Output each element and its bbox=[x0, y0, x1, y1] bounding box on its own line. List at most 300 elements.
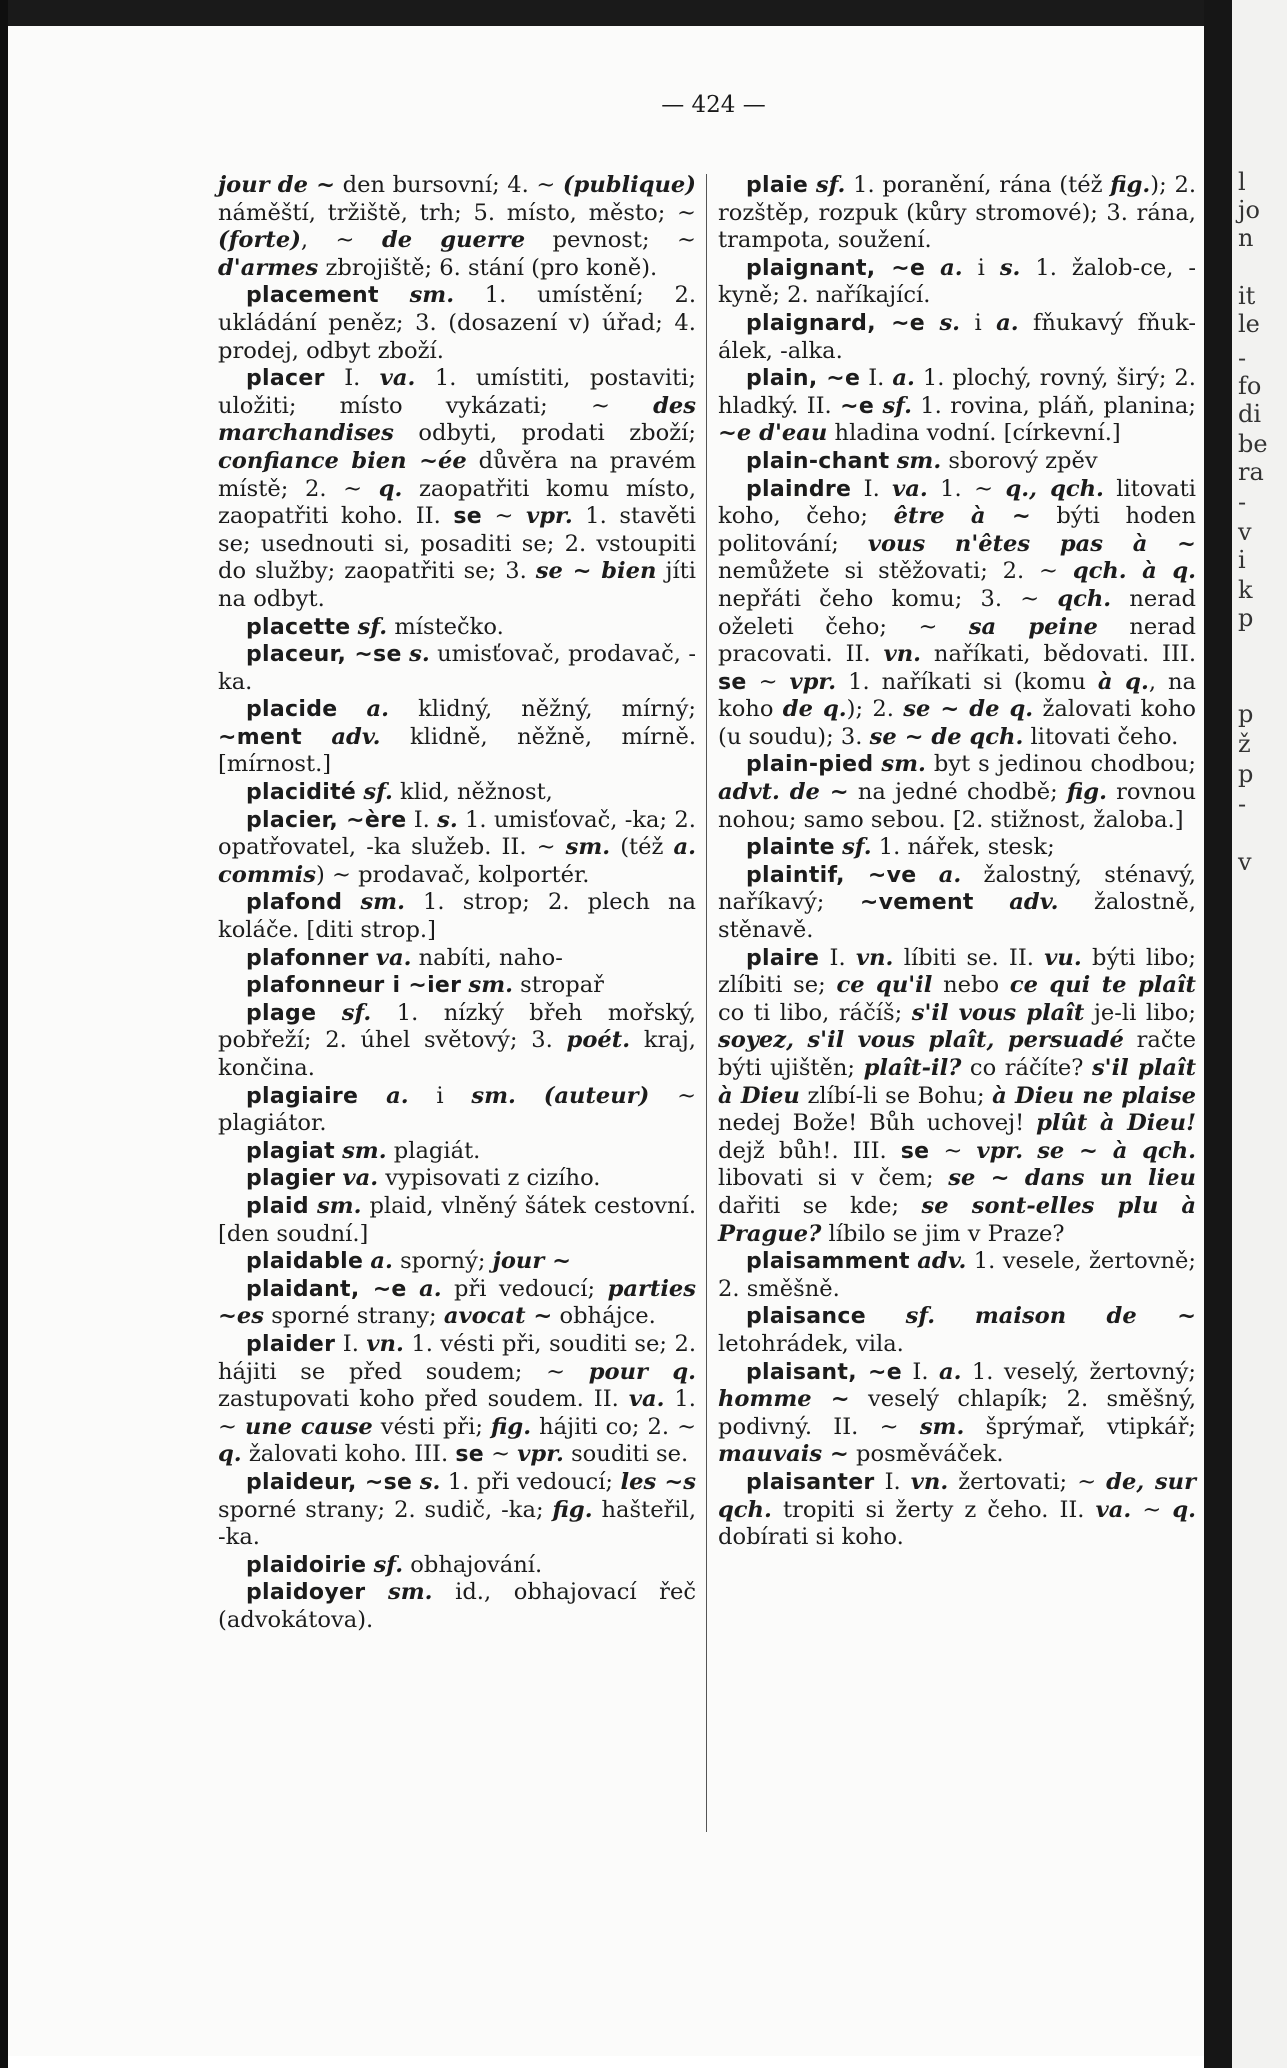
entry-text: při vedoucí; bbox=[441, 1275, 608, 1302]
entry-text: nepřáti čeho komu; 3. ~ bbox=[718, 585, 1058, 612]
dictionary-entry bbox=[718, 945, 1196, 1249]
entry-text: co ráčíte? bbox=[961, 1055, 1092, 1081]
italic-gloss: s. bbox=[939, 309, 961, 336]
italic-gloss: (publique) bbox=[562, 172, 696, 198]
dictionary-entry bbox=[718, 1248, 1196, 1303]
entry-text: nemůžete si stěžovati; 2. ~ bbox=[718, 558, 1073, 585]
entry-text: ~ bbox=[1131, 1496, 1173, 1523]
italic-gloss: fig. bbox=[490, 1413, 532, 1440]
entry-text: dobírati si koho. bbox=[718, 1524, 904, 1551]
next-page-fragment: p bbox=[1238, 760, 1254, 788]
next-page-fragment: l bbox=[1238, 168, 1246, 196]
entry-text: tropiti si žerty z čeho. II. bbox=[771, 1496, 1096, 1523]
italic-gloss: à q. bbox=[1097, 668, 1149, 695]
italic-gloss: s'il plaît à Dieu bbox=[718, 1055, 1197, 1109]
italic-gloss: se ~ bien bbox=[535, 558, 657, 585]
entry-text: vypisovati z cizího. bbox=[378, 1165, 601, 1192]
next-page-fragment: - bbox=[1238, 790, 1247, 818]
italic-gloss: va. bbox=[628, 1386, 665, 1413]
entry-text: i bbox=[408, 1082, 472, 1109]
entry-text bbox=[974, 889, 1010, 915]
italic-gloss: a. bbox=[419, 1275, 442, 1302]
italic-gloss: sf. bbox=[882, 392, 912, 419]
italic-gloss: sm. bbox=[387, 1579, 433, 1606]
entry-text bbox=[916, 862, 938, 888]
entry-text bbox=[350, 614, 357, 640]
entry-text: 1. strop; 2. plech na koláče. [diti strop.] bbox=[218, 889, 696, 944]
entry-text: býti hoden politování; bbox=[718, 503, 1196, 557]
dictionary-entry bbox=[218, 1276, 696, 1331]
entry-text: 1. umístění; 2. ukládání peněz; 3. (dosazení v) úřad; 4. prodej, odbyt zboží. bbox=[218, 282, 696, 364]
italic-gloss: a. bbox=[386, 1082, 409, 1109]
headword: placidité bbox=[246, 780, 357, 806]
headword: plagiat bbox=[246, 1138, 335, 1164]
entry-text bbox=[365, 1579, 388, 1605]
entry-text: I. bbox=[902, 1358, 939, 1385]
entry-text: litovati koho, čeho; bbox=[718, 475, 1196, 530]
entry-text bbox=[890, 448, 897, 474]
next-page-fragment: v bbox=[1238, 848, 1252, 876]
italic-gloss: homme ~ bbox=[718, 1386, 850, 1413]
italic-gloss: (forte) bbox=[218, 227, 301, 254]
headword: plaid bbox=[246, 1193, 309, 1219]
headword: plaisanter bbox=[746, 1469, 875, 1495]
italic-gloss: vn. bbox=[910, 1468, 949, 1495]
entry-text: zastupovati koho před soudem. II. bbox=[218, 1386, 629, 1413]
entry-text bbox=[342, 889, 360, 915]
italic-gloss: vn. bbox=[855, 944, 894, 971]
headword: plaisant, ~e bbox=[746, 1359, 902, 1385]
entry-text: ); 2. rozštěp, rozpuk (kůry stromové); 3. rána, trampota, soužení. bbox=[718, 172, 1197, 254]
headword: plaindre bbox=[746, 476, 852, 502]
italic-gloss: ce qui te plaît bbox=[1009, 972, 1196, 999]
headword: placeur, ~se bbox=[246, 642, 402, 668]
entry-text: sporné strany; 2. sudič, -ka; bbox=[218, 1496, 553, 1523]
next-page-fragment: jo bbox=[1238, 196, 1260, 224]
italic-gloss: va. bbox=[892, 475, 928, 502]
dictionary-entry bbox=[718, 310, 1196, 365]
entry-text: kraj, končina. bbox=[218, 1027, 696, 1081]
italic-gloss: adv. bbox=[917, 1248, 967, 1275]
entry-text: pevnost; ~ bbox=[525, 227, 696, 254]
dictionary-entry bbox=[218, 1579, 696, 1634]
dictionary-entry bbox=[218, 889, 696, 944]
headword: plaidoirie bbox=[246, 1552, 367, 1578]
headword: plaignant, ~e bbox=[746, 255, 926, 281]
italic-gloss: qch. à q. bbox=[1072, 558, 1196, 585]
italic-gloss: sm. bbox=[409, 282, 455, 309]
entry-text: den bursovní; 4. ~ bbox=[335, 172, 563, 198]
entry-text: líbilo se jim v Praze? bbox=[821, 1220, 1065, 1247]
dictionary-entry bbox=[218, 779, 696, 807]
italic-gloss: q., qch. bbox=[1005, 475, 1104, 502]
entry-text: nerad oželeti čeho; ~ bbox=[718, 585, 1197, 640]
entry-text: šprýmař, vtipkář; bbox=[964, 1413, 1196, 1440]
entry-text: račte býti ujištěn; bbox=[718, 1027, 1196, 1081]
entry-text: litovati čeho. bbox=[1023, 723, 1179, 750]
headword: placement bbox=[246, 283, 379, 309]
next-page-fragment: le bbox=[1238, 310, 1260, 338]
italic-gloss: adv. bbox=[331, 723, 381, 750]
headword: se bbox=[455, 1442, 484, 1468]
entry-text: důvěra na pravém místě; 2. ~ bbox=[218, 447, 697, 502]
dictionary-entry bbox=[218, 1000, 696, 1083]
italic-gloss: mauvais ~ bbox=[718, 1441, 849, 1468]
italic-gloss: vpr. bbox=[517, 1441, 564, 1468]
italic-gloss: une cause bbox=[244, 1413, 373, 1440]
italic-gloss: sm. bbox=[565, 834, 611, 861]
italic-gloss: a. bbox=[892, 365, 915, 392]
entry-text: ~ plagiátor. bbox=[218, 1082, 696, 1137]
headword: plain-pied bbox=[746, 752, 874, 778]
headword: plage bbox=[246, 1000, 317, 1026]
italic-gloss: plût à Dieu! bbox=[1036, 1110, 1197, 1137]
italic-gloss: poét. bbox=[566, 1027, 631, 1054]
entry-text: 1. stavěti se; usednouti si, posaditi se; 2. vstoupiti do služby; zaopatřiti se; 3. bbox=[218, 503, 697, 585]
entry-text: žalostný, sténavý, naříkavý; bbox=[718, 861, 1196, 916]
entry-text: ~ bbox=[483, 1441, 518, 1468]
entry-text: 1. veselý, žertovný; bbox=[961, 1358, 1196, 1385]
entry-text: 1. rovina, pláň, planina; bbox=[911, 392, 1196, 419]
entry-text: líbiti se. II. bbox=[893, 944, 1045, 971]
entry-text: 1. při vedoucí; bbox=[440, 1468, 621, 1495]
entry-text: rovnou nohou; samo sebou. [2. stižnost, žaloba.] bbox=[718, 779, 1196, 833]
dictionary-entry bbox=[718, 751, 1196, 834]
italic-gloss: sf. bbox=[357, 613, 388, 640]
italic-gloss: sm. bbox=[468, 972, 513, 999]
entry-text: 1. naříkati si (komu bbox=[836, 668, 1098, 695]
entry-text bbox=[925, 310, 939, 336]
entry-text: dejž bůh!. III. bbox=[718, 1137, 901, 1164]
entry-text bbox=[369, 945, 376, 971]
italic-gloss: se ~ à qch. bbox=[1037, 1137, 1196, 1164]
entry-text: I. bbox=[819, 944, 856, 971]
entry-text bbox=[516, 1083, 544, 1109]
entry-text: náměští, tržiště, trh; 5. místo, město; ~ bbox=[218, 199, 696, 226]
headword: plain-chant bbox=[746, 448, 890, 474]
headword: plaideur, ~se bbox=[246, 1469, 413, 1495]
entry-text: plaid, vlněný šátek cestovní. [den soudní.] bbox=[218, 1192, 696, 1247]
right-column bbox=[718, 172, 1196, 1552]
italic-gloss: sm. bbox=[316, 1192, 362, 1219]
dictionary-entry bbox=[718, 172, 1196, 255]
italic-gloss: va. bbox=[1095, 1496, 1132, 1523]
italic-gloss: maison de ~ bbox=[974, 1303, 1197, 1330]
italic-gloss: se ~ de qch. bbox=[869, 723, 1024, 750]
italic-gloss: a. bbox=[370, 1248, 393, 1275]
italic-gloss: s. bbox=[437, 806, 458, 833]
entry-text: obhájce. bbox=[552, 1303, 656, 1330]
entry-text bbox=[835, 834, 842, 860]
next-page-fragment: di bbox=[1238, 400, 1262, 428]
entry-text: hladina vodní. [církevní.] bbox=[827, 420, 1121, 447]
italic-gloss: sf. bbox=[363, 779, 393, 806]
italic-gloss: a. bbox=[996, 309, 1019, 336]
entry-text: id., obhajovací řeč (advokátova). bbox=[218, 1579, 697, 1633]
entry-text: veselý chlapík; 2. směšný, podivný. II. ~ bbox=[718, 1386, 1197, 1440]
entry-text bbox=[407, 1276, 419, 1302]
dictionary-entry bbox=[718, 1303, 1196, 1358]
entry-text: býti libo; zlíbiti se; bbox=[718, 944, 1196, 999]
italic-gloss: se sont-elles plu à Prague? bbox=[718, 1192, 1196, 1247]
entry-text: nerad pracovati. II. bbox=[718, 613, 1196, 668]
dictionary-entry bbox=[218, 1248, 696, 1276]
dictionary-entry bbox=[718, 1359, 1196, 1469]
headword: se bbox=[718, 669, 747, 695]
next-page-fragment: it bbox=[1238, 282, 1256, 310]
entry-text: plagiát. bbox=[386, 1137, 481, 1164]
entry-text: 1. poranění, rána (též bbox=[845, 172, 1111, 198]
entry-text: sborový zpěv bbox=[941, 447, 1098, 474]
entry-text: 1. vesele, žertovně; 2. směšně. bbox=[718, 1248, 1196, 1302]
italic-gloss: vn. bbox=[366, 1330, 404, 1357]
next-page-edge bbox=[1232, 0, 1287, 2068]
entry-text: sporný; bbox=[392, 1248, 493, 1275]
italic-gloss: jour de ~ bbox=[218, 172, 336, 198]
headword: plafond bbox=[246, 890, 343, 916]
entry-text: byt s jedinou chodbou; bbox=[925, 751, 1196, 778]
dictionary-entry bbox=[718, 365, 1196, 448]
headword: plaignard, ~e bbox=[746, 310, 926, 336]
dictionary-entry bbox=[218, 614, 696, 642]
dictionary-entry bbox=[218, 696, 696, 779]
entry-text: žertovati; ~ bbox=[948, 1468, 1107, 1495]
headword: ~vement bbox=[859, 890, 974, 916]
headword: plagiaire bbox=[246, 1083, 359, 1109]
italic-gloss: ~e d'eau bbox=[718, 420, 828, 447]
dictionary-entry bbox=[718, 448, 1196, 476]
italic-gloss: fig. bbox=[552, 1496, 593, 1523]
italic-gloss: s. bbox=[999, 254, 1021, 281]
entry-text: I. bbox=[851, 475, 893, 502]
headword: plaidable bbox=[246, 1249, 364, 1275]
entry-text: 1. vésti při, souditi se; 2. hájiti se před soudem; ~ bbox=[218, 1330, 696, 1385]
dictionary-entry bbox=[218, 1331, 696, 1469]
entry-text: I. bbox=[406, 806, 438, 833]
italic-gloss: jour ~ bbox=[492, 1248, 572, 1275]
dictionary-entry bbox=[218, 172, 696, 282]
italic-gloss: avocat ~ bbox=[443, 1303, 553, 1330]
entry-text: I. bbox=[324, 365, 380, 392]
italic-gloss: sm. bbox=[881, 751, 926, 778]
italic-gloss: fig. bbox=[1066, 779, 1107, 806]
entry-text: stropař bbox=[512, 972, 604, 999]
headword: placer bbox=[246, 366, 325, 392]
italic-gloss: a. bbox=[938, 861, 962, 888]
italic-gloss: a. bbox=[940, 254, 963, 281]
headword: placide bbox=[246, 697, 338, 723]
italic-gloss: sm. bbox=[360, 889, 405, 916]
headword: plaider bbox=[246, 1331, 336, 1357]
entry-text bbox=[925, 255, 940, 281]
next-page-fragment: k bbox=[1238, 576, 1253, 604]
italic-gloss: de, sur qch. bbox=[718, 1468, 1196, 1523]
italic-gloss: va. bbox=[379, 365, 416, 392]
entry-text bbox=[316, 1000, 341, 1026]
entry-text bbox=[335, 1138, 342, 1164]
entry-text: hájiti co; 2. ~ bbox=[531, 1413, 697, 1440]
headword: placier, ~ère bbox=[246, 807, 407, 833]
entry-text: hašteřil, -ka. bbox=[218, 1496, 696, 1551]
headword: plaie bbox=[746, 173, 809, 198]
entry-text: nedej Bože! Bůh uchovej! bbox=[718, 1110, 1037, 1137]
italic-gloss: se ~ de q. bbox=[903, 696, 1034, 723]
italic-gloss: sf. bbox=[341, 999, 372, 1026]
dictionary-entry bbox=[718, 476, 1196, 752]
entry-text bbox=[866, 1303, 906, 1329]
entry-text bbox=[302, 724, 331, 750]
entry-text: sporné strany; bbox=[264, 1303, 444, 1330]
italic-gloss: sm. bbox=[919, 1413, 965, 1440]
italic-gloss: advt. de ~ bbox=[718, 779, 849, 806]
scan-top-edge bbox=[0, 0, 1287, 26]
italic-gloss: s. bbox=[409, 641, 430, 668]
entry-text: žalostně, stěnavě. bbox=[718, 889, 1196, 944]
italic-gloss: sm. bbox=[471, 1082, 516, 1109]
italic-gloss: s'il vous plaît bbox=[911, 999, 1085, 1026]
entry-text: zbrojiště; 6. stání (pro koně). bbox=[318, 254, 658, 281]
headword: plain, ~e bbox=[746, 366, 861, 392]
entry-text: fňukavý fňuk-álek, -alka. bbox=[718, 309, 1196, 364]
entry-text bbox=[358, 1083, 386, 1109]
entry-text: klid, něžnost, bbox=[392, 779, 553, 806]
entry-text bbox=[309, 1193, 317, 1219]
italic-gloss: s. bbox=[419, 1468, 441, 1495]
entry-text: žalovati koho. III. bbox=[241, 1441, 456, 1468]
italic-gloss: q. bbox=[1172, 1496, 1197, 1523]
italic-gloss: fig. bbox=[1110, 172, 1151, 198]
entry-text: , ~ bbox=[300, 227, 382, 254]
italic-gloss: adv. bbox=[1009, 889, 1059, 916]
italic-gloss: des marchandises bbox=[218, 392, 696, 447]
headword: plaisance bbox=[746, 1304, 866, 1330]
entry-text: I. bbox=[874, 1468, 911, 1495]
dictionary-entry bbox=[218, 641, 696, 696]
italic-gloss: ce qu'il bbox=[836, 972, 933, 999]
entry-text: ); 2. bbox=[846, 696, 904, 723]
entry-text: I. bbox=[335, 1330, 367, 1357]
italic-gloss: qch. bbox=[1057, 585, 1112, 612]
left-column bbox=[218, 172, 696, 1634]
dictionary-entry bbox=[218, 1165, 696, 1193]
italic-gloss: sf. bbox=[815, 172, 846, 198]
dictionary-entry bbox=[218, 972, 696, 1000]
next-page-fragment: - bbox=[1238, 344, 1247, 372]
next-page-fragment: i bbox=[1238, 546, 1246, 574]
entry-text: nebo bbox=[932, 972, 1010, 999]
entry-text: obhajování. bbox=[403, 1551, 543, 1578]
entry-text: 1. umístiti, postaviti; uložiti; místo vykázati; ~ bbox=[218, 365, 696, 419]
italic-gloss: a. bbox=[366, 696, 390, 723]
entry-text: souditi se. bbox=[563, 1441, 689, 1468]
italic-gloss: sm. bbox=[342, 1137, 387, 1164]
entry-text: naříkati, bědovati. III. bbox=[921, 641, 1197, 668]
italic-gloss: vu. bbox=[1044, 944, 1082, 971]
headword: plaidoyer bbox=[246, 1580, 366, 1606]
italic-gloss: à Dieu ne plaise bbox=[992, 1082, 1197, 1109]
entry-text: (též bbox=[610, 834, 674, 861]
headword: plaire bbox=[746, 945, 820, 971]
italic-gloss: sm. bbox=[896, 447, 942, 474]
italic-gloss: plaît-il? bbox=[863, 1055, 962, 1081]
next-page-fragment: n bbox=[1238, 224, 1254, 252]
entry-text: , na koho bbox=[718, 668, 1197, 723]
italic-gloss: (auteur) bbox=[543, 1082, 650, 1109]
dictionary-entry bbox=[218, 365, 696, 613]
headword: se bbox=[453, 504, 482, 530]
entry-text bbox=[402, 641, 409, 667]
next-page-fragment: - bbox=[1238, 488, 1247, 516]
headword: ~ment bbox=[218, 724, 302, 750]
italic-gloss: sf. bbox=[905, 1303, 936, 1330]
entry-text: I. bbox=[860, 365, 893, 392]
entry-text: je-li libo; bbox=[1084, 999, 1196, 1026]
entry-text: zaopatřiti komu místo, zaopatřiti koho. II. bbox=[218, 475, 697, 530]
italic-gloss: vous n'êtes pas à ~ bbox=[867, 530, 1196, 557]
next-page-fragment: ra bbox=[1238, 458, 1264, 486]
entry-text: klidně, něžně, mírně. [mírnost.] bbox=[218, 723, 696, 778]
italic-gloss: de q. bbox=[782, 696, 847, 723]
dictionary-entry bbox=[718, 862, 1196, 945]
entry-text: 1. žalob-ce, -kyně; 2. naříkající. bbox=[718, 254, 1196, 309]
headword: placette bbox=[246, 614, 351, 640]
entry-text: umisťovač, prodavač, -ka. bbox=[218, 641, 696, 695]
headword: plaintif, ~ve bbox=[746, 862, 917, 888]
italic-gloss: a. commis bbox=[218, 834, 696, 888]
italic-gloss: d'armes bbox=[218, 254, 319, 281]
italic-gloss: va. bbox=[342, 1165, 379, 1192]
entry-text: 1. umisťovač, -ka; 2. opatřovatel, -ka služeb. II. ~ bbox=[218, 806, 696, 861]
next-page-fragment: v bbox=[1238, 518, 1252, 546]
next-page-fragment: be bbox=[1238, 430, 1268, 458]
entry-text: libovati si v čem; bbox=[718, 1165, 949, 1192]
headword: plaisamment bbox=[746, 1249, 910, 1275]
entry-text: zlíbí-li se Bohu; bbox=[799, 1082, 993, 1109]
entry-text bbox=[338, 696, 367, 722]
next-page-fragment: p bbox=[1238, 700, 1254, 728]
italic-gloss: de guerre bbox=[381, 227, 526, 254]
italic-gloss: q. bbox=[378, 475, 403, 502]
entry-text: nabíti, naho- bbox=[411, 944, 563, 971]
entry-text: odbyti, prodati zboží; bbox=[393, 420, 696, 447]
italic-gloss: sa peine bbox=[968, 613, 1098, 640]
italic-gloss: les ~s bbox=[620, 1468, 696, 1495]
italic-gloss: vpr. bbox=[526, 503, 573, 530]
dictionary-entry bbox=[218, 282, 696, 365]
italic-gloss: soyez, s'il vous plaît, persuadé bbox=[718, 1027, 1124, 1054]
entry-text: letohrádek, vila. bbox=[718, 1330, 904, 1357]
entry-text: místečko. bbox=[387, 613, 504, 640]
entry-text: 1. ~ bbox=[218, 1386, 696, 1440]
italic-gloss: sf. bbox=[373, 1551, 404, 1578]
column-divider bbox=[706, 174, 707, 1832]
dictionary-entry bbox=[718, 834, 1196, 862]
next-page-fragment: ž bbox=[1238, 730, 1251, 758]
entry-text: ~ bbox=[481, 503, 527, 530]
book-gutter-shadow bbox=[1204, 0, 1232, 2068]
entry-text bbox=[808, 172, 816, 198]
entry-text: co ti libo, ráčíš; bbox=[718, 999, 912, 1026]
dictionary-entry bbox=[218, 1083, 696, 1138]
dictionary-entry bbox=[218, 945, 696, 973]
italic-gloss: parties ~es bbox=[218, 1275, 697, 1330]
dictionary-entry bbox=[218, 1552, 696, 1580]
entry-text: ~ bbox=[929, 1137, 977, 1164]
entry-text: 1. plochý, rovný, širý; 2. hladký. II. bbox=[718, 365, 1196, 419]
entry-text: ) ~ prodavač, kolportér. bbox=[315, 861, 590, 888]
italic-gloss: va. bbox=[375, 944, 412, 971]
italic-gloss: confiance bien ~ée bbox=[218, 447, 467, 474]
